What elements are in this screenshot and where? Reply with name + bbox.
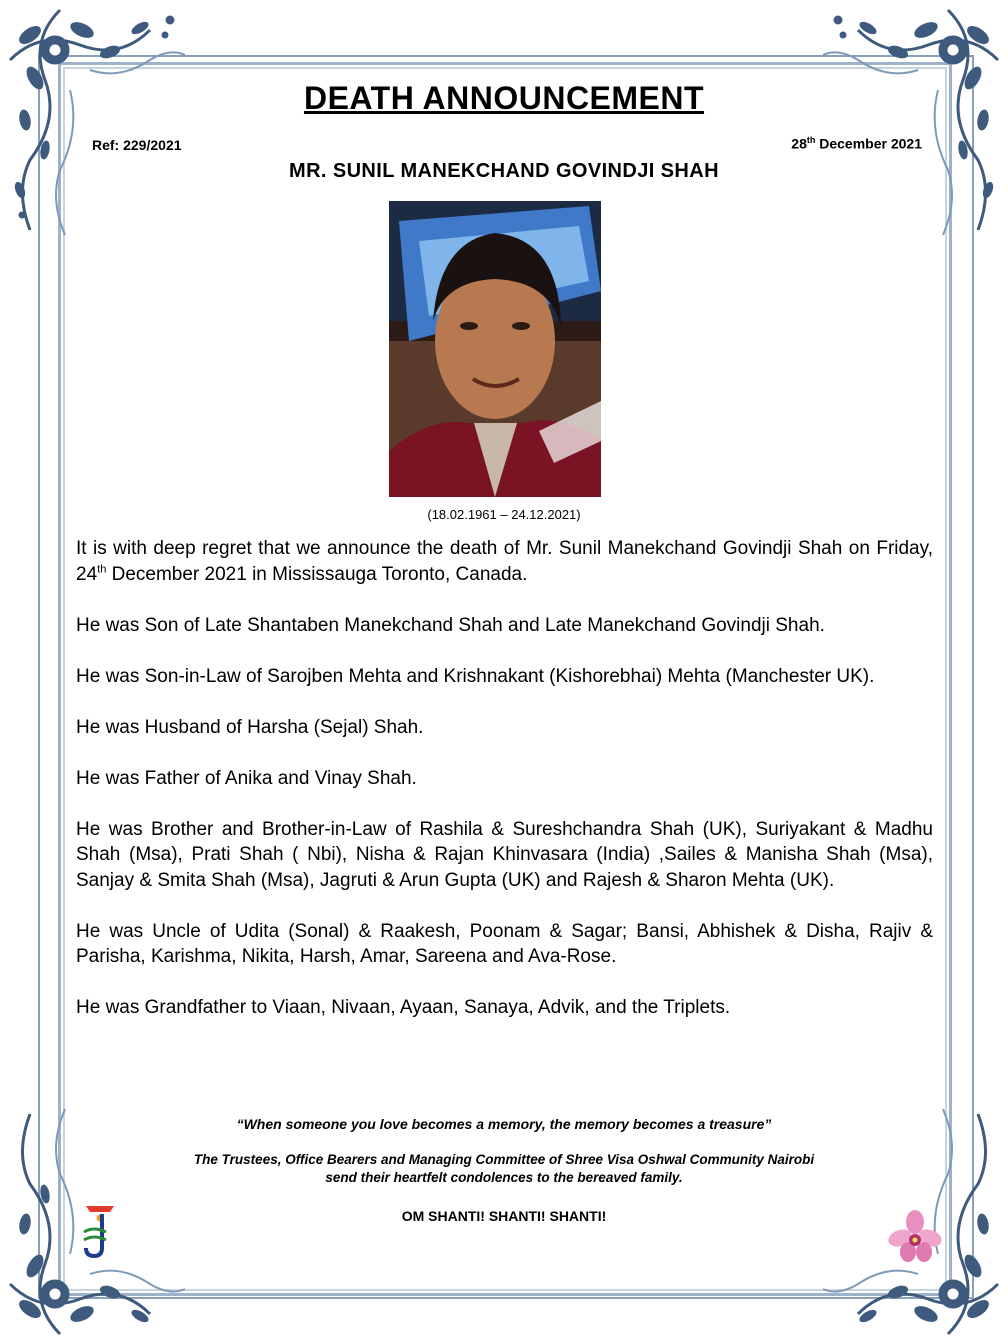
paragraph-announcement-suffix: th <box>97 563 107 576</box>
portrait-photo <box>389 201 601 497</box>
community-emblem-icon <box>80 1204 120 1260</box>
paragraph-announcement-end: December 2021 in Mississauga Toronto, Canada. <box>106 563 528 585</box>
date-month-year: December 2021 <box>815 135 922 152</box>
announcement-date <box>791 135 922 152</box>
date-suffix: th <box>806 135 816 145</box>
shanti-line: OM SHANTI! SHANTI! SHANTI! <box>401 1208 607 1224</box>
paragraph-grandchildren: He was Grandfather to Viaan, Nivaan, Ayaan, Sanaya, Advik, and the Triplets. <box>76 997 731 1018</box>
deceased-name: MR. SUNIL MANEKCHAND GOVINDJI SHAH <box>289 160 719 182</box>
corner-ornament-top-left <box>0 0 190 240</box>
condolence-line-1: The Trustees, Office Bearers and Managing Committee of Shree Visa Oshwal Community Nairobi <box>193 1152 815 1167</box>
condolence-line-2: send their heartfelt condolences to the bereaved family. <box>325 1170 683 1185</box>
reference-number: Ref: 229/2021 <box>92 137 182 153</box>
paragraph-children: He was Father of Anika and Vinay Shah. <box>76 767 417 789</box>
orchid-flower-icon <box>888 1210 942 1262</box>
date-day: 28 <box>791 135 807 152</box>
announcement-body <box>76 536 933 1046</box>
corner-ornament-top-right <box>818 0 1008 240</box>
paragraph-nephews-nieces: He was Uncle of Udita (Sonal) & Raakesh, Poonam & Sagar; Bansi, Abhishek & Disha, Rajiv & Parisha, Karishma, Nikita, Harsh, Amar, Sareena and Ava-Rose. <box>76 920 933 967</box>
life-dates: (18.02.1961 – 24.12.2021) <box>427 507 581 522</box>
paragraph-in-laws: He was Son-in-Law of Sarojben Mehta and Krishnakant (Kishorebhai) Mehta (Manchester UK). <box>76 665 875 687</box>
paragraph-parents: He was Son of Late Shantaben Manekchand Shah and Late Manekchand Govindji Shah. <box>76 614 825 636</box>
paragraph-announcement-start: It is with deep regret that we announce the death of Mr. Sunil Manekchand Govindji Shah on Friday, 24 <box>76 538 933 585</box>
paragraph-siblings: He was Brother and Brother-in-Law of Rashila & Sureshchandra Shah (UK), Suriyakant & Madhu Shah (Msa), Prati Shah ( Nbi), Nisha & Rajan Khinvasara (India) ,Sailes & Manisha Shah (Msa), Sanjay & Smita Shah (Msa), Jagruti & Arun Gupta (UK) and Rajesh & Sharon Mehta (UK). <box>76 818 933 891</box>
memorial-quote: “When someone you love becomes a memory, the memory becomes a treasure” <box>236 1116 772 1132</box>
page-title: DEATH ANNOUNCEMENT <box>303 80 705 116</box>
paragraph-announcement <box>76 536 933 587</box>
paragraph-spouse: He was Husband of Harsha (Sejal) Shah. <box>76 716 424 738</box>
condolence-message <box>0 1151 1008 1187</box>
